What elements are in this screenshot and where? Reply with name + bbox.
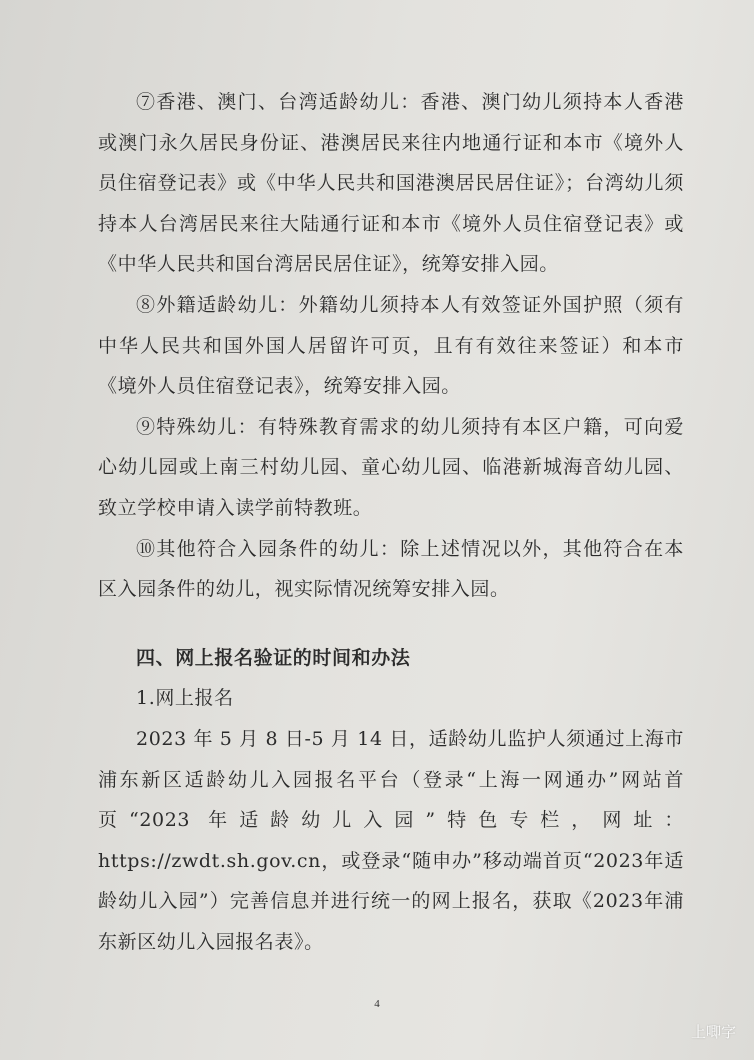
paragraph-other-children: ⑩其他符合入园条件的幼儿：除上述情况以外，其他符合在本区入园条件的幼儿，视实际情况统筹安排入园。 <box>98 537 684 601</box>
watermark-logo: 上唧字 <box>690 1023 736 1041</box>
page-number: 4 <box>374 998 380 1010</box>
paragraph-hk-macau-taiwan: ⑦香港、澳门、台湾适龄幼儿：香港、澳门幼儿须持本人香港或澳门永久居民身份证、港澳居民来往内地通行证和本市《境外人员住宿登记表》或《中华人民共和国港澳居民居住证》；台湾幼儿须持本人台湾居民来往大陆通行证和本市《境外人员住宿登记表》或《中华人民共和国台湾居民居住证》，统筹安排入园。 <box>98 91 684 276</box>
paragraph-foreign-children: ⑧外籍适龄幼儿：外籍幼儿须持本人有效签证外国护照（须有中华人民共和国外国人居留许可页，且有有效往来签证）和本市《境外人员住宿登记表》，统筹安排入园。 <box>98 293 684 398</box>
paragraph-online-registration: 2023 年 5 月 8 日-5 月 14 日，适龄幼儿监护人须通过上海市浦东新区适龄幼儿入园报名平台（登录“上海一网通办”网站首页“2023 年适龄幼儿入园”特色专栏，网址：https://zwdt.sh.gov.cn，或登录“随申办”移动端首页“2023年适龄幼儿入园”）完善信息并进行统一的网上报名，获取《2023年浦东新区幼儿入园报名表》。 <box>98 727 684 953</box>
subsection-heading: 1.网上报名 <box>136 687 234 710</box>
document-body <box>98 82 684 962</box>
paragraph-special-children: ⑨特殊幼儿：有特殊教育需求的幼儿须持有本区户籍，可向爱心幼儿园或上南三村幼儿园、童心幼儿园、临港新城海音幼儿园、致立学校申请入读学前特教班。 <box>98 415 684 519</box>
section-heading: 四、网上报名验证的时间和办法 <box>136 646 411 669</box>
